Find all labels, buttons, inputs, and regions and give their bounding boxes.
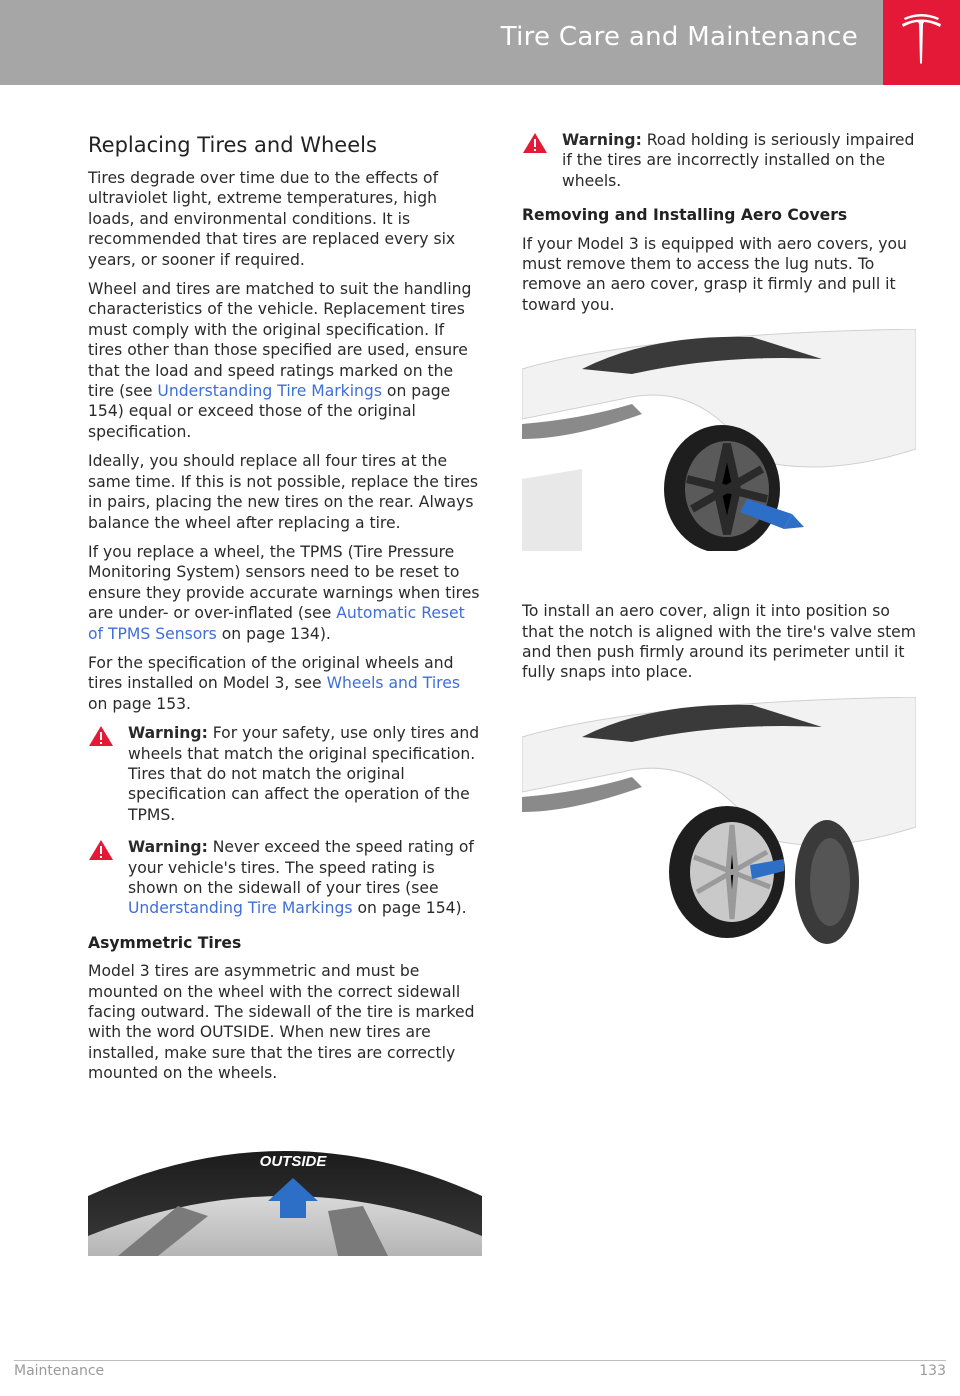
tesla-logo-icon xyxy=(883,0,960,85)
warning-speed-rating: Warning: Never exceed the speed rating of your vehicle's tires. The speed rating is shown on the sidewall of your tires (see Understanding Tire Markings on page 154). xyxy=(88,837,482,919)
left-column xyxy=(88,128,482,1256)
paragraph-matching: Wheel and tires are matched to suit the handling characteristics of the vehicle. Replacement tires must comply with the original specification. If tires other than those specified are used, ensure that the load and speed ratings marked on the tire (see Understanding Tire Markings on page 154) equal or exceed those of the original specification. xyxy=(88,280,472,441)
subheading-aero-covers: Removing and Installing Aero Covers xyxy=(522,206,848,225)
link-tpms-reset[interactable]: Automatic Reset of TPMS Sensors xyxy=(88,604,465,643)
paragraph-tpms: If you replace a wheel, the TPMS (Tire Pressure Monitoring System) sensors need to be reset to ensure they provide accurate warnings when tires are under- or over-inflated (see Automatic Reset of TPMS Sensors on page 134). xyxy=(88,542,480,643)
link-tire-markings-2[interactable]: Understanding Tire Markings xyxy=(128,899,353,918)
subheading-asymmetric: Asymmetric Tires xyxy=(88,933,242,952)
page-header xyxy=(0,0,960,85)
link-tire-markings[interactable]: Understanding Tire Markings xyxy=(157,382,382,401)
paragraph-remove-aero: If your Model 3 is equipped with aero covers, you must remove them to access the lug nuts. To remove an aero cover, grasp it firmly and pull it toward you. xyxy=(522,234,907,314)
section-heading: Replacing Tires and Wheels xyxy=(88,133,377,157)
link-wheels-tires[interactable]: Wheels and Tires xyxy=(326,674,460,693)
warning-match-spec: Warning: For your safety, use only tires and wheels that match the original specification. Tires that do not match the original specification can affect the operation of the TPMS. xyxy=(88,723,482,825)
page-title: Tire Care and Maintenance xyxy=(500,22,858,52)
tire-outside-illustration xyxy=(88,1106,482,1256)
footer-divider xyxy=(14,1360,946,1361)
right-column xyxy=(522,128,916,947)
paragraph-asymmetric: Model 3 tires are asymmetric and must be mounted on the wheel with the correct sidewall facing outward. The sidewall of the tire is marked with the word OUTSIDE. When new tires are installed, make sure that the tires are correctly mounted on the wheels. xyxy=(88,962,475,1083)
tesla-logo xyxy=(883,0,960,85)
remove-aero-cover-illustration xyxy=(522,329,916,551)
footer-section: Maintenance xyxy=(14,1363,105,1379)
paragraph-intro: Tires degrade over time due to the effects of ultraviolet light, extreme temperatures, high loads, and environmental conditions. It is recommended that tires are replaced every six years, or sooner if required. xyxy=(88,169,456,269)
warning-icon xyxy=(522,132,548,154)
paragraph-replace-all: Ideally, you should replace all four tires at the same time. If this is not possible, replace the tires in pairs, placing the new tires on the rear. Always balance the wheel after replacing a tire. xyxy=(88,452,479,532)
paragraph-install-aero: To install an aero cover, align it into position so that the notch is aligned with the tire's valve stem and then push firmly around its perimeter until it fully snaps into place. xyxy=(522,602,916,682)
warning-icon xyxy=(88,725,114,747)
warning-icon xyxy=(88,839,114,861)
warning-road-holding: Warning: Road holding is seriously impaired if the tires are incorrectly installed on the wheels. xyxy=(522,130,916,191)
install-aero-cover-illustration xyxy=(522,697,916,947)
paragraph-specification: For the specification of the original wheels and tires installed on Model 3, see Wheels and Tires on page 153. xyxy=(88,653,460,713)
tire-outside-text: OUTSIDE xyxy=(259,1152,327,1170)
footer-page-number: 133 xyxy=(919,1363,946,1379)
